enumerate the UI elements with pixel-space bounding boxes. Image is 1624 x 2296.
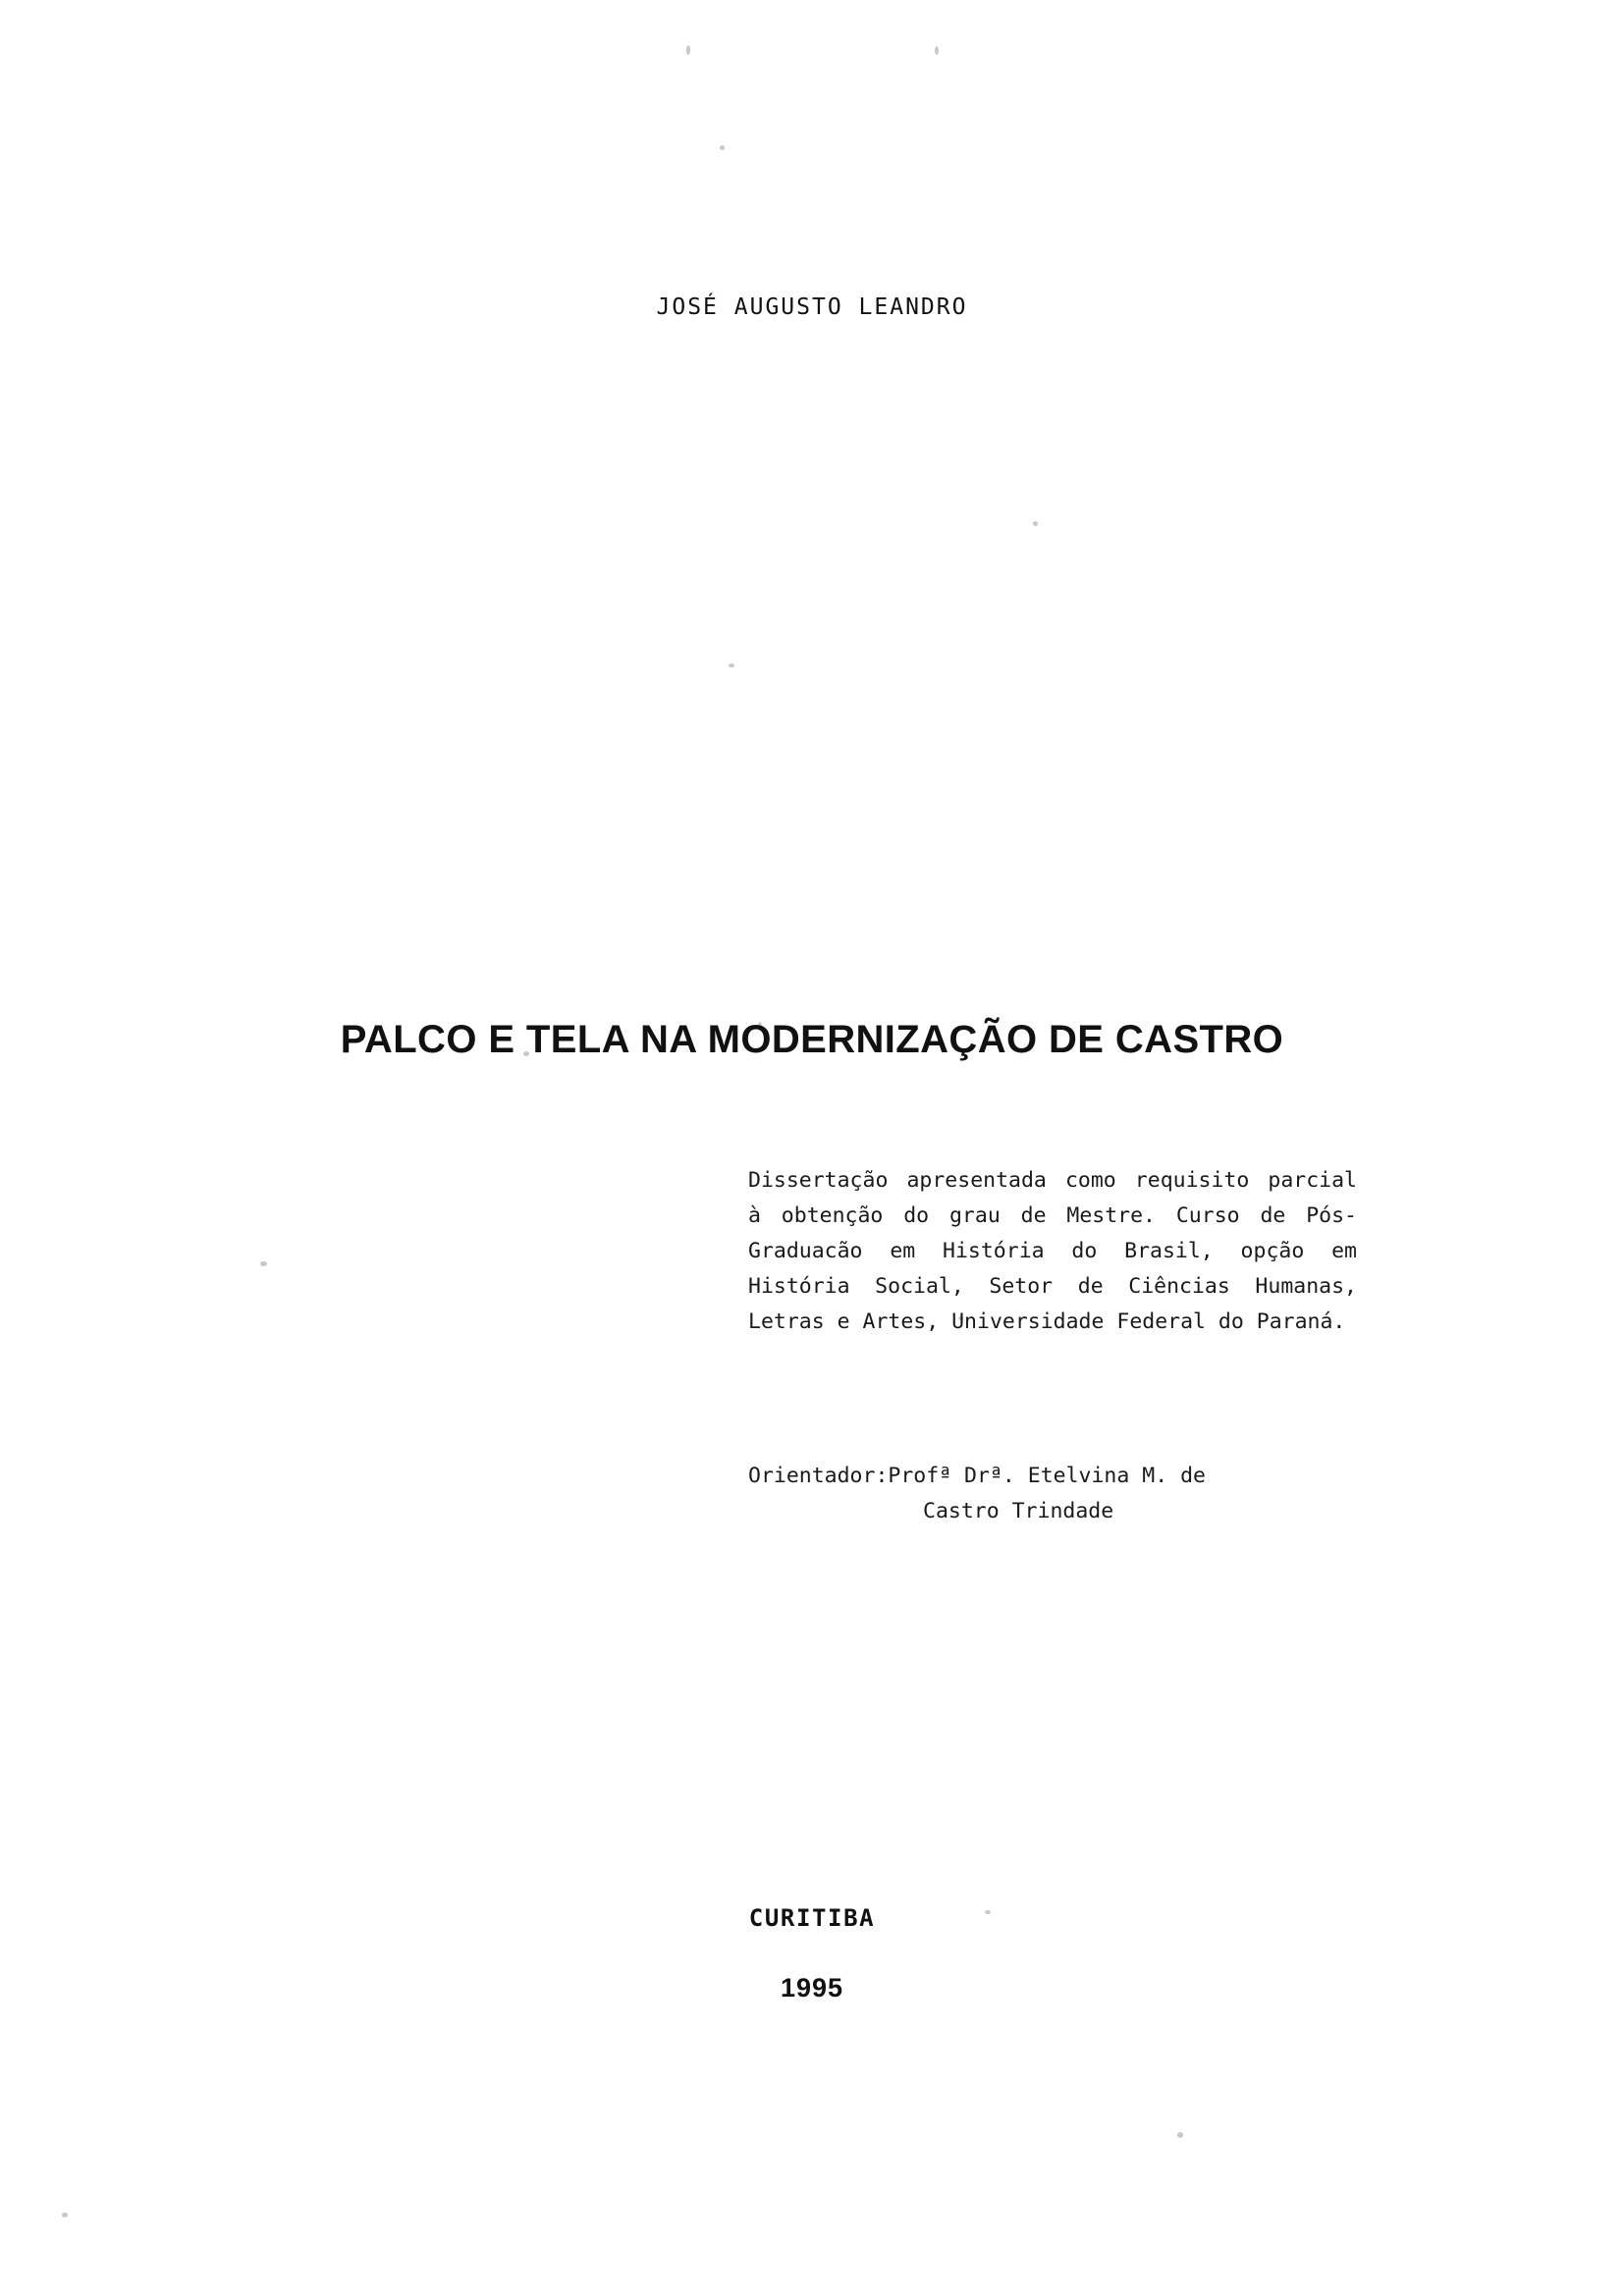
scan-speck: [260, 1261, 267, 1266]
advisor-block: [748, 1423, 1377, 1565]
page-title: PALCO E TELA NA MODERNIZAÇÃO DE CASTRO: [340, 1017, 1284, 1061]
dissertation-note: [748, 1163, 1357, 1340]
dissertation-note-text: Dissertação apresentada como requisito parcial à obtenção do grau de Mestre. Curso de Pós-Graduacão em História do Brasil, opção em História Social, Setor de Ciências Humanas, Letras e Artes, Universidade Federal do Paraná.: [748, 1168, 1357, 1334]
year-label: 1995: [780, 1973, 844, 2002]
scan-speck: [720, 145, 725, 150]
author-name: JOSÉ AUGUSTO LEANDRO: [656, 294, 968, 320]
city-label: CURITIBA: [748, 1904, 876, 1932]
scan-speck: [1033, 521, 1038, 526]
scan-speck: [62, 2213, 68, 2217]
scan-speck: [729, 664, 734, 667]
advisor-line-1: Orientador:Profª Drª. Etelvina M. de: [748, 1464, 1206, 1488]
scan-speck: [1177, 2132, 1183, 2138]
scan-speck: [935, 46, 939, 55]
scan-speck: [686, 45, 690, 55]
advisor-line-2: Castro Trindade: [923, 1499, 1114, 1523]
